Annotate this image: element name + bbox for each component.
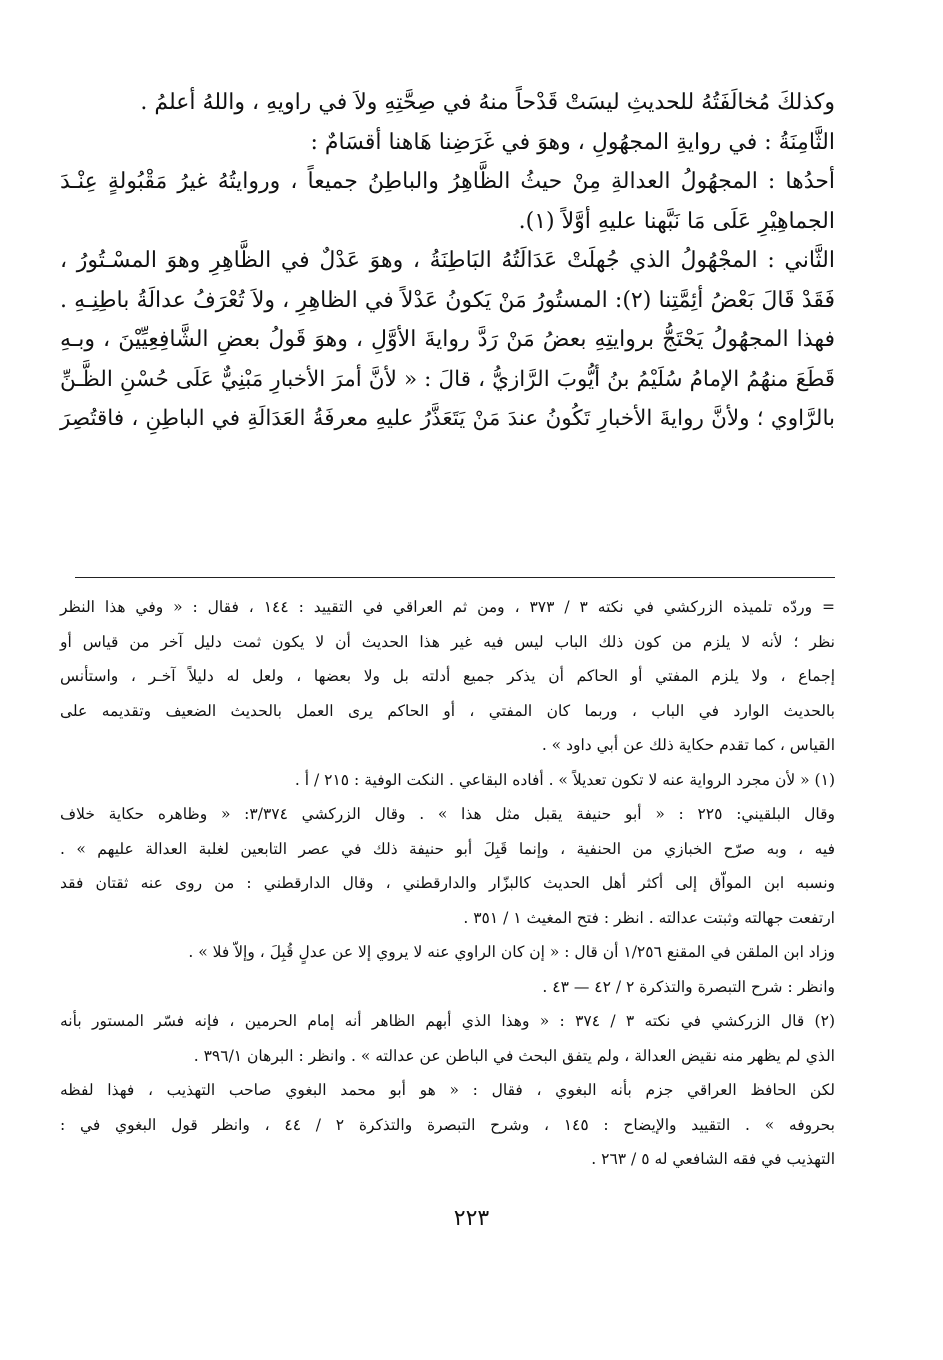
main-text — [60, 88, 835, 444]
footnote-line: بحروفه » . التقييد والإيضاح : ١٤٥ ، وشرح التبصرة والتذكرة ٢ / ٤٤ ، وانظر قول البغوي في : — [60, 1115, 835, 1134]
main-line: فَقَدْ قَالَ بَعْضُ أئِمَّتِنا (٢): المستُورُ مَنْ يَكونُ عَدْلاً في الظاهِرِ ، ولاَ تُعْرَفُ عدالَةُ باطِنِـهِ . — [60, 287, 835, 313]
footnote-line: إجماع ، ولا يلزم المفتي أو الحاكم أن يذكر جميع أدلته بل ولا بعضها ، ولعل له دليلاً آخـر ، واستأنس — [60, 667, 835, 685]
footnote-line: وانظر : شرح التبصرة والتذكرة ٢ / ٤٢ — ٤٣ . — [542, 977, 835, 996]
page-number: ٢٢٣ — [453, 1206, 490, 1231]
footnote-line: فيه ، وبه صرّح الخبازي من الحنفية ، وإنما قَبِلَ أبو حنيفة ذلك في عصر التابعين لغلبة العدالة عليهم » . — [60, 839, 835, 858]
footnotes — [60, 596, 835, 1183]
footnote-separator — [75, 577, 835, 578]
main-line: قَطَعَ منهُمُ الإمامُ سُلَيْمُ بنُ أيُّوبَ الرَّازيُّ ، قالَ : « لأنَّ أمرَ الأخبارِ مَبْنِيٌّ عَلَى حُسْنِ الظَّـنِّ — [60, 366, 835, 392]
footnote-line: وقال البلقيني: ٢٢٥ : « أبو حنيفة يقبل مثل هذا » . وقال الزركشي ٣/٣٧٤: « وظاهره حكاية خلاف — [60, 805, 835, 823]
main-line: الثَّاني : المجْهُولُ الذي جُهلَتْ عَدَالَتُهُ البَاطِنَةُ ، وهوَ عَدْلٌ في الظَّاهِرِ وهوَ المسْـتُورُ ، — [60, 248, 835, 273]
footnote-1: (١) « لأن مجرد الرواية عنه لا تكون تعديلاً » . أفاده البقاعي . النكت الوفية : ٢١٥ / أ . — [294, 770, 835, 789]
main-line: وكذلكَ مُخالَفَتُهُ للحديثِ ليسَتْ قَدْحاً منهُ في صِحَّتِهِ ولاَ في راويهِ ، واللهُ أعلمُ . — [140, 90, 835, 115]
footnote-line: ونسبه ابن المواّق إلى أكثر أهل الحديث كالبزّار والدارقطني ، وقال الدارقطني : من روى عنه ثقتان فقد — [60, 874, 835, 892]
main-line: أحدُها : المجهُولُ العدالةِ مِنْ حيثُ الظَّاهِرُ والباطِنُ جميعاً ، وروايتُهُ غيرُ مَقْبُولةٍ عِنْـدَ — [60, 169, 835, 194]
page — [60, 88, 835, 1338]
main-line: فهذا المجهُولُ يَحْتَجُّ بروايتِهِ بعضُ مَنْ رَدَّ روايةَ الأوَّلِ ، وهوَ قَولُ بعضِ الشَّافِعِيِّيْنَ ، وبـهِ — [60, 327, 835, 352]
footnote-line: نظر ؛ لأنه لا يلزم من كون ذلك الباب ليس فيه غير هذا الحديث أن لا يكون ثمت دليل آخر من قياس أو — [60, 632, 835, 651]
main-line: الجماهِيْرِ عَلَى مَا نَبَّهنا عليهِ أوَّلاً (١). — [518, 208, 835, 234]
footnote-line: التهذيب في فقه الشافعي له ٥ / ٢٦٣ . — [591, 1150, 835, 1168]
footnote-line: ارتفعت جهالته وثبتت عدالته . انظر : فتح المغيث ١ / ٣٥١ . — [463, 908, 835, 927]
main-line: بالرَّاوي ؛ ولأنَّ روايةَ الأخبارِ تَكُونُ عندَ مَنْ يَتَعَذَّرُ عليهِ معرفَةُ العَدَالَةِ في الباطِنِ ، فاقتُصِرَ — [60, 406, 835, 431]
footnote-line: القياس ، كما تقدم حكاية ذلك عن أبي داود » . — [541, 736, 835, 754]
footnote-line: بالحديث الوارد في الباب ، وربما كان المفتي ، أو الحاكم يرى العمل بالحديث الضعيف وتقديمه على — [60, 701, 835, 720]
footnote-line: = وردّه تلميذه الزركشي في نكته ٣ / ٣٧٣ ، ومن ثم العراقي في التقييد : ١٤٤ ، فقال : « وفي هذا النظر — [60, 598, 836, 616]
main-line: الثَّامِنَةُ : في روايةِ المجهُولِ ، وهوَ في غَرَضِنا هَاهنا أقسَامٌ : — [310, 129, 835, 155]
footnote-2: (٢) قال الزركشي في نكته ٣ / ٣٧٤ : « وهذا الذي أبهم الظاهر أنه إمام الحرمين ، فإنه فسّر المستور بأنه — [60, 1012, 835, 1030]
footnote-line: لكن الحافظ العراقي جزم بأنه البغوي ، فقال : « هو أبو محمد البغوي صاحب التهذيب ، فهذا لفظه — [60, 1081, 835, 1099]
footnote-line: وزاد ابن الملقن في المقنع ١/٢٥٦ أن قال : « إن كان الراوي عنه لا يروي إلا عن عدلٍ قُبِلَ ، وإلاّ فلا » . — [188, 943, 835, 961]
footnote-line: الذي لم يظهر منه نقيض العدالة ، ولم يتفق البحث في الباطن عن عدالته » . وانظر : البرهان ٣٩٦/١ . — [193, 1046, 835, 1065]
